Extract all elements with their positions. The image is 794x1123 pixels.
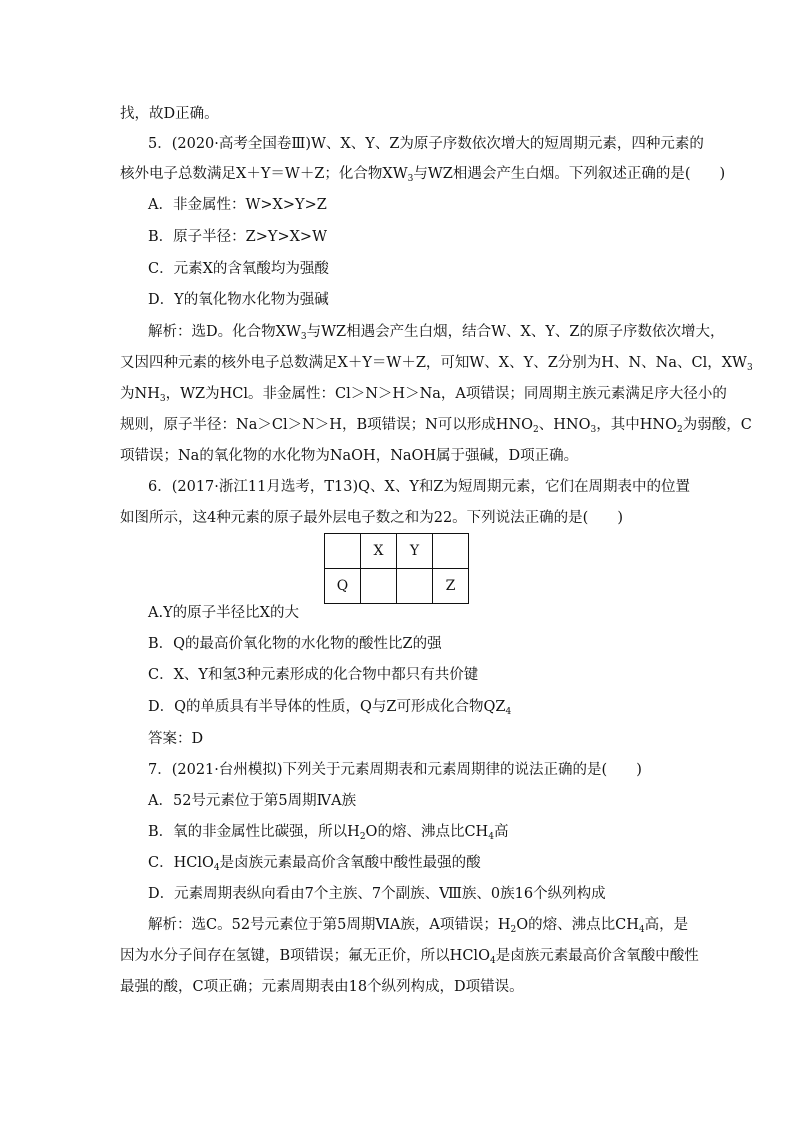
q5-option-b: B．原子半径：Z>Y>X>W [148,229,327,245]
q6-option-b: B．Q的最高价氧化物的水化物的酸性比Z的强 [148,636,442,652]
line-q4-tail: 找，故D正确。 [120,106,219,122]
table-cell: X [361,534,397,569]
q5-analysis-line3: 为$NH_3$，WZ为HCl。非金属性：Cl＞N＞H＞Na，A项错误；同周期主族元素满足序大径小的 [120,386,727,404]
q5-stem-line2: 核外电子总数满足X＋Y＝W＋Z；化合物$XW_3$与WZ相遇会产生白烟。下列叙述正确的是( ) [120,166,726,184]
table-cell: Z [433,569,469,604]
q7-option-a: A．52号元素位于第5周期ⅣA族 [148,793,357,809]
q6-option-a: A.Y的原子半径比X的大 [148,605,299,621]
q6-option-d: D．Q的单质具有半导体的性质，Q与Z可形成化合物$QZ_4$ [148,699,512,717]
q6-stem-line1: 6．(2017·浙江11月选考，T13)Q、X、Y和Z为短周期元素，它们在周期表中的位置 [148,479,690,495]
q5-analysis-line1: 解析：选D。化合物$XW_3$与WZ相遇会产生白烟，结合W、X、Y、Z的原子序数依次增大， [148,324,725,342]
q7-analysis-line2: 因为水分子间存在氢键，B项错误；氟无正价，所以HClO$_4$是卤族元素最高价含氧酸中酸性 [120,948,699,966]
table-cell: Y [397,534,433,569]
table-cell [325,534,361,569]
q7-analysis-line1: 解析：选C。52号元素位于第5周期ⅥA族，A项错误；$H_2O$的熔、沸点比$CH_4$高，是 [148,917,689,935]
q7-option-c: C．HClO$_4$是卤族元素最高价含氧酸中酸性最强的酸 [148,855,481,873]
q5-option-d: D．Y的氧化物水化物为强碱 [148,292,329,308]
periodic-table-fragment [324,533,469,604]
q7-option-b: B．氧的非金属性比碳强，所以$H_2O$的熔、沸点比$CH_4$高 [148,824,509,842]
table-cell [397,569,433,604]
q5-option-c: C．元素X的含氧酸均为强酸 [148,261,329,277]
q5-analysis-line2: 又因四种元素的核外电子总数满足X＋Y＝W＋Z，可知W、X、Y、Z分别为H、N、Na、Cl，$XW_3$ [120,355,753,373]
table-cell: Q [325,569,361,604]
q5-analysis-line5: 项错误；Na的氧化物的水化物为NaOH，NaOH属于强碱，D项正确。 [120,448,579,464]
q6-option-c: C．X、Y和氢3种元素形成的化合物中都只有共价键 [148,667,479,683]
table-cell [433,534,469,569]
q5-stem-line1: 5．(2020·高考全国卷Ⅲ)W、X、Y、Z为原子序数依次增大的短周期元素，四种元素的 [148,136,704,152]
q7-option-d: D．元素周期表纵向看由7个主族、7个副族、Ⅷ族、0族16个纵列构成 [148,886,606,902]
q5-analysis-line4: 规则，原子半径：Na＞Cl＞N＞H，B项错误；N可以形成$HNO_2$、$HNO_3$，其中$HNO_2$为弱酸，C [120,417,752,435]
table-cell [361,569,397,604]
q6-answer: 答案：D [148,731,204,747]
q6-stem-line2: 如图所示，这4种元素的原子最外层电子数之和为22。下列说法正确的是( ) [120,510,623,526]
q7-stem: 7．(2021·台州模拟)下列关于元素周期表和元素周期律的说法正确的是( ) [148,762,642,778]
q7-analysis-line3: 最强的酸，C项正确；元素周期表由18个纵列构成，D项错误。 [120,979,524,995]
q5-option-a: A．非金属性：W>X>Y>Z [148,197,327,213]
table-row [325,569,469,604]
table-row [325,534,469,569]
